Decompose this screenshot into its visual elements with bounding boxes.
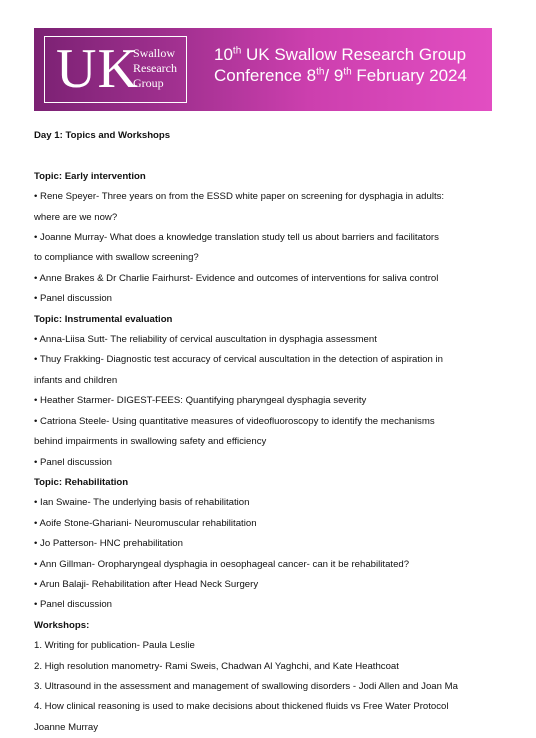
programme-line: • Thuy Frakking- Diagnostic test accuracy of cervical auscultation in the detection of aspiration in (34, 354, 443, 366)
banner-title-line-2 (214, 65, 467, 87)
title-ordinal-suffix: th (232, 45, 242, 57)
programme-line: infants and children (34, 374, 118, 386)
conference-date-start: Conference 8 (214, 66, 317, 85)
programme-line: • Ian Swaine- The underlying basis of rehabilitation (34, 497, 250, 509)
logo-uk-text: UK (56, 38, 139, 100)
section-heading: Day 1: Topics and Workshops (34, 130, 171, 141)
programme-line: behind impairments in swallowing safety and efficiency (34, 436, 267, 448)
header-banner (34, 28, 492, 111)
programme-line: 2. High resolution manometry- Rami Sweis, Chadwan Al Yaghchi, and Kate Heathcoat (34, 660, 399, 672)
conference-date-end: / 9 (324, 66, 344, 85)
section-heading: Topic: Early intervention (34, 170, 146, 182)
programme-line: • Panel discussion (34, 293, 113, 305)
logo-line-1: Swallow (133, 46, 175, 60)
programme-line: • Rene Speyer- Three years on from the ESSD white paper on screening for dysphagia in adults: (34, 191, 445, 203)
programme-line: • Ann Gillman- Oropharyngeal dysphagia in oesophageal cancer- can it be rehabilitated? (34, 558, 410, 570)
programme-line: • Heather Starmer- DIGEST-FEES: Quantifying pharyngeal dysphagia severity (34, 395, 367, 407)
programme-line: 4. How clinical reasoning is used to make decisions about thickened fluids vs Free Water Protocol (34, 701, 449, 713)
programme-line: • Aoife Stone-Ghariani- Neuromuscular rehabilitation (34, 517, 257, 529)
programme-content (34, 126, 514, 738)
date-suffix-2: th (343, 66, 352, 78)
programme-line: • Joanne Murray- What does a knowledge translation study tell us about barriers and facilitators (34, 232, 439, 244)
logo-line-3: Group (133, 76, 164, 90)
title-event-name: UK Swallow Research Group (241, 45, 467, 64)
programme-line: • Jo Patterson- HNC prehabilitation (34, 538, 183, 550)
programme-line: where are we now? (34, 211, 118, 223)
section-heading: Workshops: (34, 619, 90, 631)
blank-line (34, 146, 514, 166)
banner-title-line-1 (214, 44, 466, 66)
programme-line: • Catriona Steele- Using quantitative measures of videofluoroscopy to identify the mechanisms (34, 415, 435, 427)
conference-month-year: February 2024 (351, 66, 467, 85)
programme-line: 3. Ultrasound in the assessment and management of swallowing disorders - Jodi Allen and Joan Ma (34, 680, 458, 692)
programme-line: 1. Writing for publication- Paula Leslie (34, 640, 195, 652)
programme-line: to compliance with swallow screening? (34, 252, 199, 264)
logo-line-2: Research (133, 61, 177, 75)
programme-line: • Anne Brakes & Dr Charlie Fairhurst- Evidence and outcomes of interventions for saliva control (34, 272, 439, 284)
uk-swallow-research-group-logo (44, 36, 187, 103)
programme-line: Joanne Murray (34, 721, 98, 733)
programme-line: • Arun Balaji- Rehabilitation after Head Neck Surgery (34, 578, 259, 590)
programme-line: • Anna-Liisa Sutt- The reliability of cervical auscultation in dysphagia assessment (34, 334, 377, 346)
date-suffix-1: th (316, 66, 325, 78)
section-heading: Topic: Instrumental evaluation (34, 313, 173, 325)
section-heading: Topic: Rehabilitation (34, 476, 129, 488)
title-ordinal: 10 (214, 45, 233, 64)
programme-line: • Panel discussion (34, 456, 113, 468)
programme-line: • Panel discussion (34, 599, 113, 611)
